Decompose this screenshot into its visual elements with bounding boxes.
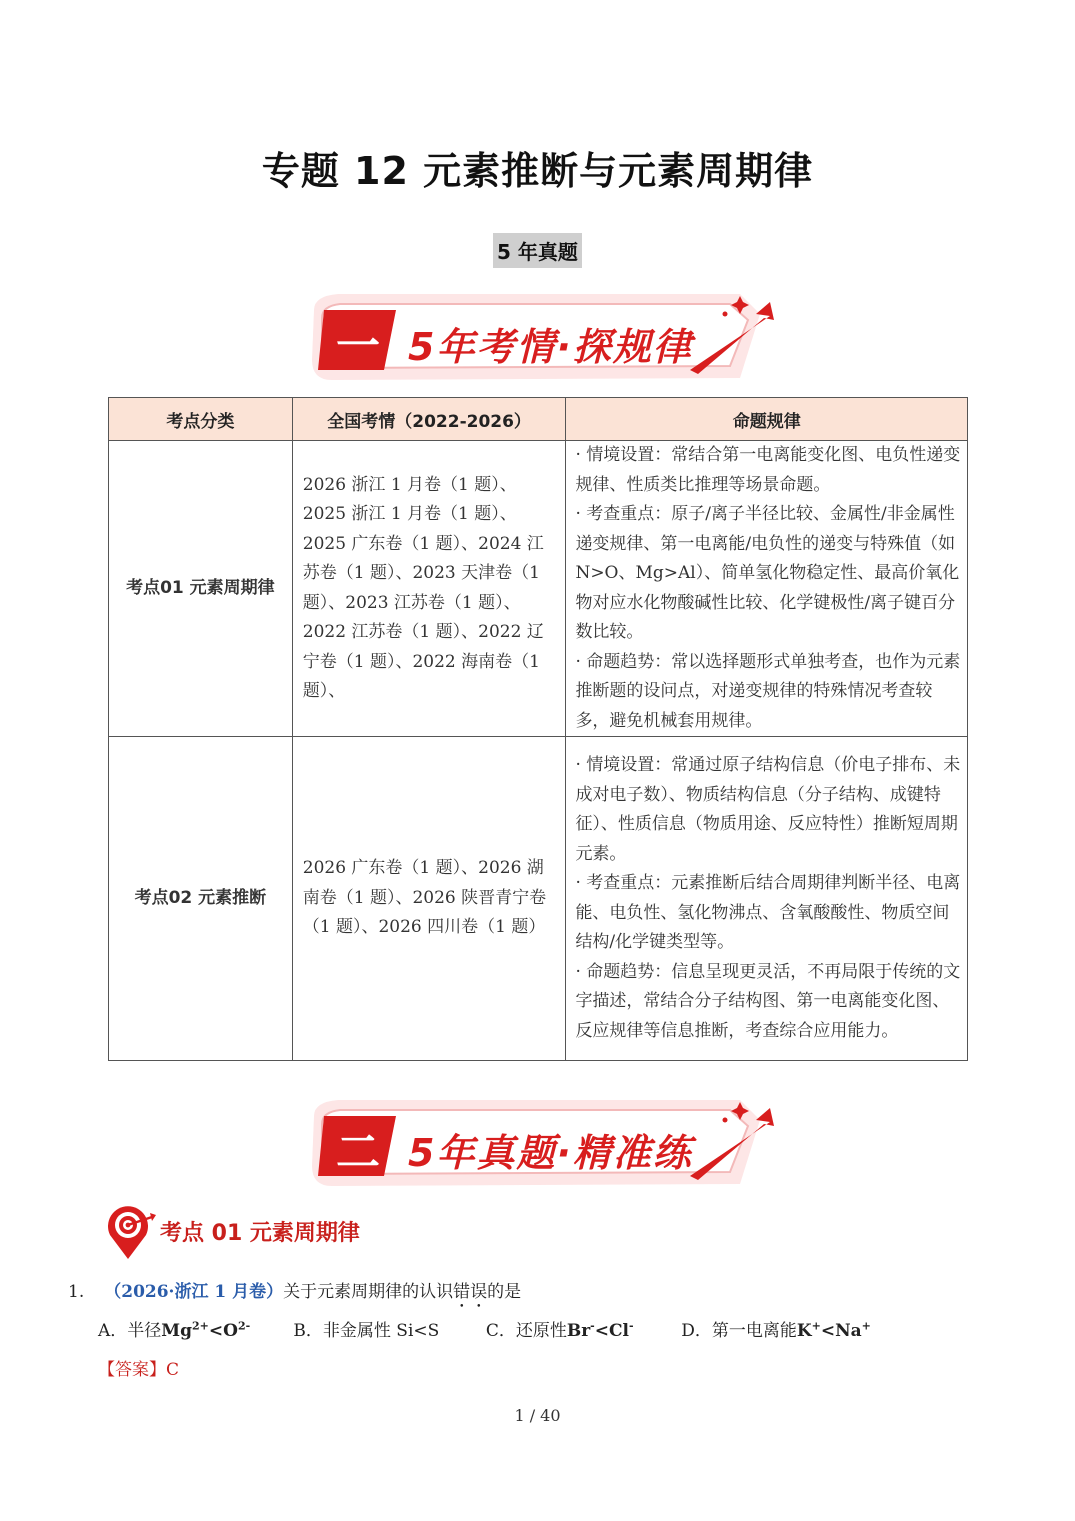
rule-item: · 命题趋势：信息呈现更灵活，不再局限于传统的文字描述，常结合分子结构图、第一电离能变化图、反应规律等信息推断，考查综合应用能力。	[575, 961, 961, 1041]
question-stem-end: 的是	[487, 1282, 522, 1302]
section-banner-2	[300, 1094, 780, 1194]
formula: O	[223, 1321, 238, 1341]
rule-item: · 考查重点：原子/离子半径比较、金属性/非金属性递变规律、第一电离能/电负性的递变与特殊值（如 N>O、Mg>Al）、简单氢化物稳定性、最高价氧化物对应水化物酸碱性比较、化学键极性/离子键百分数比较。	[575, 504, 960, 642]
relation: <	[208, 1321, 224, 1341]
table-row	[109, 737, 968, 1061]
exam-analysis-table	[108, 397, 968, 1061]
question-options	[98, 1316, 871, 1341]
option-c[interactable]	[486, 1316, 676, 1341]
question-stem: 关于元素周期律的认识	[283, 1282, 454, 1302]
kaodian-label: 考点 01 元素周期律	[160, 1221, 360, 1246]
option-label: D．第一电离能	[681, 1321, 797, 1341]
table-row	[109, 441, 968, 737]
answer-value: C	[166, 1360, 180, 1380]
rule-item: · 情境设置：常结合第一电离能变化图、电负性递变规律、性质类比推理等场景命题。	[575, 445, 961, 495]
rules-cell	[566, 441, 968, 737]
rule-item: · 情境设置：常通过原子结构信息（价电子排布、未成对电子数）、物质结构信息（分子结构、成键特征）、性质信息（物质用途、反应特性）推断短周期元素。	[575, 755, 961, 864]
charge: -	[590, 1319, 595, 1333]
page-subtitle: 5 年真题	[493, 233, 582, 268]
category-cell: 考点02 元素推断	[109, 737, 293, 1061]
formula: Na	[835, 1321, 862, 1341]
question-emphasis: 错误	[453, 1282, 488, 1302]
rule-item: · 命题趋势：常以选择题形式单独考查，也作为元素推断题的设问点，对递变规律的特殊情况考查较多，避免机械套用规律。	[575, 651, 961, 731]
question-1	[68, 1277, 521, 1312]
charge: +	[861, 1319, 871, 1333]
table-header-cell: 考点分类	[109, 398, 293, 441]
formula: Mg	[161, 1321, 192, 1341]
national-cell: 2026 广东卷（1 题）、2026 湖南卷（1 题）、2026 陕晋青宁卷（1 题）、2026 四川卷（1 题）	[292, 737, 566, 1061]
banner-number-icon: 二	[336, 1127, 380, 1178]
option-b[interactable]: B．非金属性 Si<S	[293, 1321, 440, 1341]
answer	[98, 1355, 179, 1380]
national-cell: 2026 浙江 1 月卷（1 题）、2025 浙江 1 月卷（1 题）、2025 广东卷（1 题）、2024 江苏卷（1 题）、2023 天津卷（1 题）、2023 江苏卷（1 题）、2022 江苏卷（1 题）、2022 辽宁卷（1 题）、2022 海南卷（1 题）、	[292, 441, 566, 737]
section-banner-1	[300, 288, 780, 388]
formula: Br	[566, 1321, 591, 1341]
rule-item: · 考查重点：元素推断后结合周期律判断半径、电离能、电负性、氢化物沸点、含氧酸酸性、物质空间结构/化学键类型等。	[575, 873, 961, 952]
banner-label: 5年考情·探规律	[408, 325, 693, 369]
table-header-cell: 全国考情（2022-2026）	[292, 398, 566, 441]
page-number: 1 / 40	[514, 1406, 561, 1425]
question-source: （2026·浙江 1 月卷）	[104, 1282, 284, 1302]
banner-label: 5年真题·精准练	[408, 1131, 693, 1175]
target-pin-icon	[100, 1205, 160, 1261]
question-number: 1.	[68, 1282, 85, 1302]
banner-number-icon: 一	[336, 321, 380, 372]
charge: 2-	[237, 1319, 251, 1333]
formula: Cl	[608, 1321, 629, 1341]
option-label: C．还原性	[485, 1321, 567, 1341]
category-cell: 考点01 元素周期律	[109, 441, 293, 737]
charge: 2+	[192, 1319, 209, 1333]
option-a[interactable]	[98, 1316, 288, 1341]
rules-cell	[566, 737, 968, 1061]
table-header-cell: 命题规律	[566, 398, 968, 441]
relation: <	[594, 1321, 609, 1341]
option-label: A．半径	[98, 1321, 162, 1341]
table-header-row	[109, 398, 968, 441]
charge: +	[811, 1319, 821, 1333]
formula: K	[796, 1321, 812, 1341]
page-title: 专题 12 元素推断与元素周期律	[261, 149, 814, 193]
option-d[interactable]	[681, 1316, 871, 1341]
relation: <	[820, 1321, 836, 1341]
answer-label: 【答案】	[98, 1360, 166, 1380]
charge: -	[628, 1319, 634, 1333]
